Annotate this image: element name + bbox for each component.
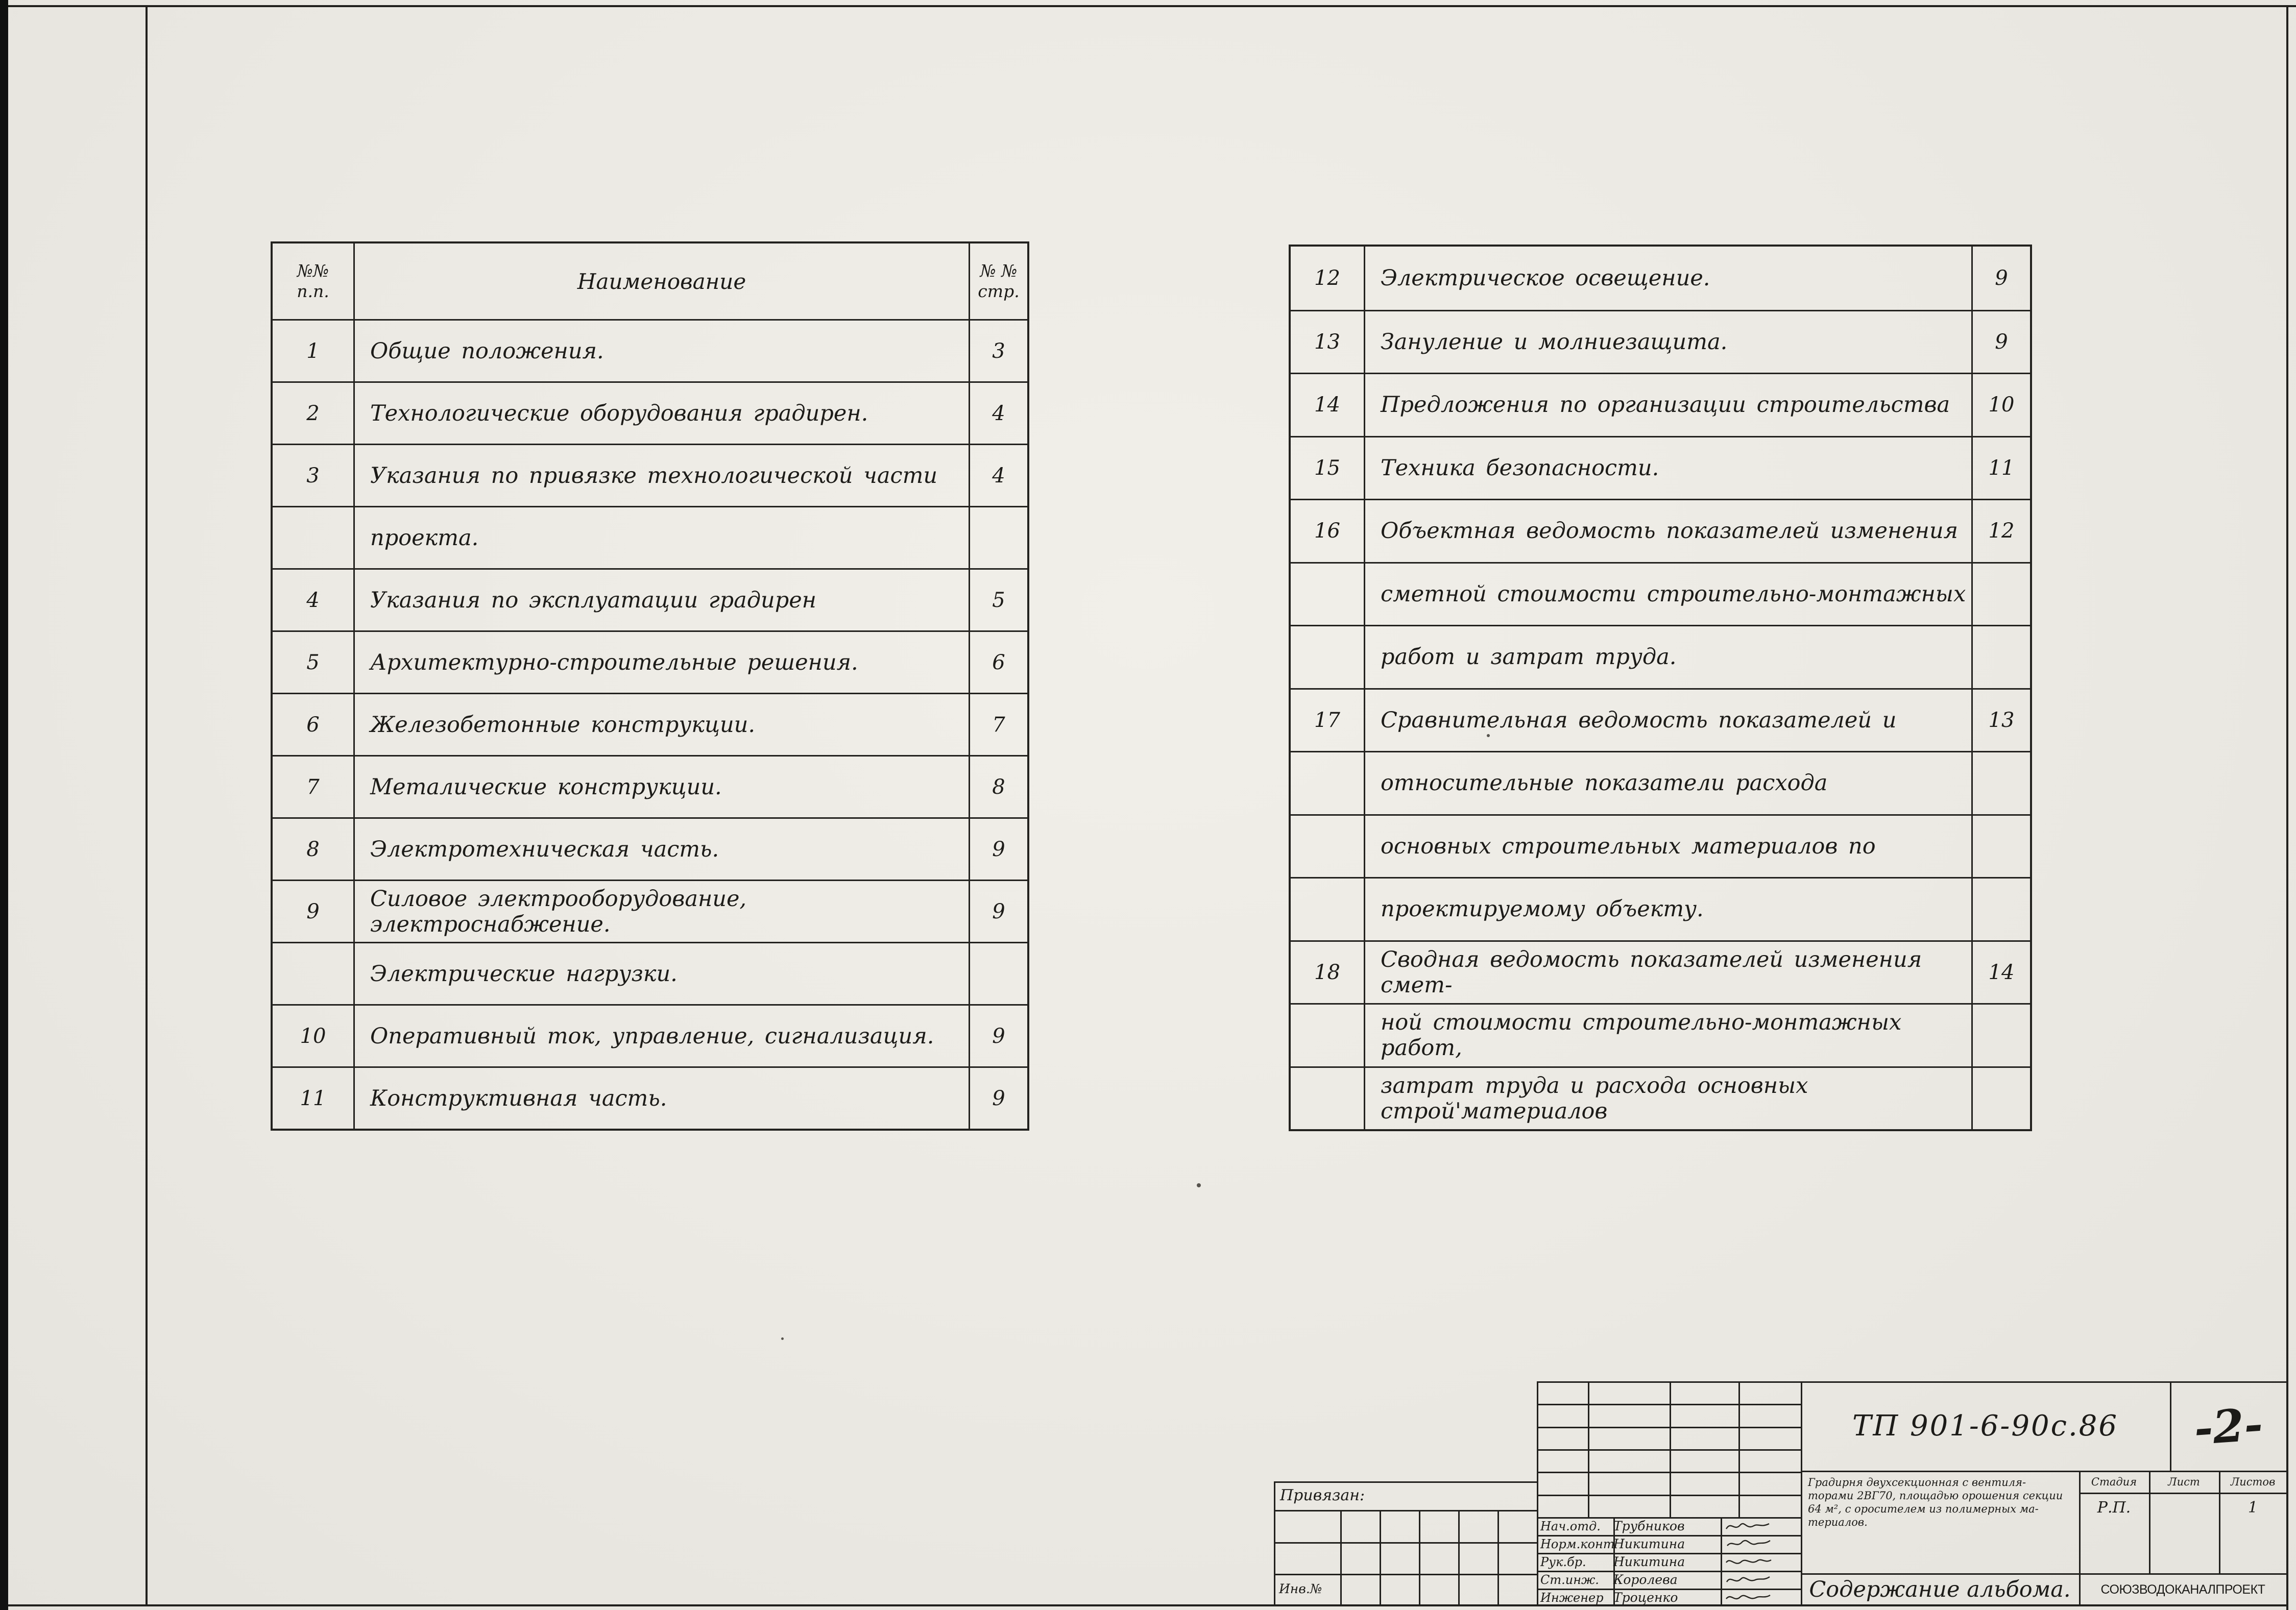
staff-row	[1538, 1517, 1801, 1535]
row-title: работ и затрат труда.	[1364, 626, 1971, 688]
signature-mark	[1722, 1591, 1801, 1604]
staff-row	[1538, 1571, 1801, 1589]
row-num	[1291, 816, 1364, 877]
description-line: торами 2ВГ70, площадью орошения секции	[1808, 1490, 2063, 1502]
row-page: 10	[1971, 374, 2030, 436]
table-row	[1291, 436, 2030, 499]
staff-row	[1538, 1553, 1801, 1571]
signature-mark	[1722, 1538, 1801, 1551]
staff-role: Норм.конт	[1540, 1536, 1615, 1551]
row-page	[969, 507, 1027, 568]
row-num	[273, 507, 353, 568]
row-title: Архитектурно-строительные решения.	[353, 632, 969, 693]
row-num	[1291, 1005, 1364, 1066]
document-number: ТП 901-6-90с.86	[1852, 1409, 2119, 1443]
row-num: 9	[306, 899, 320, 923]
table-row	[1291, 940, 2030, 1004]
row-title: относительные показатели расхода	[1364, 752, 1971, 814]
table-row	[1291, 625, 2030, 688]
header-num-line2: п.п.	[297, 281, 329, 301]
scan-speck	[781, 1337, 784, 1340]
sheets-total-value: 1	[2247, 1498, 2258, 1517]
table-header-row	[273, 243, 1027, 319]
row-title: проектируемому объекту.	[1364, 879, 1971, 940]
table-row	[1291, 1003, 2030, 1066]
table-row	[273, 817, 1027, 880]
row-num: 6	[306, 713, 320, 737]
header-page	[969, 243, 1027, 319]
row-page: 9	[969, 1068, 1027, 1129]
table-row	[1291, 562, 2030, 625]
row-page	[1971, 1068, 2030, 1130]
inventory-number-label: Инв.№	[1279, 1581, 1322, 1596]
row-page: 9	[1971, 311, 2030, 373]
row-page: 11	[1971, 437, 2030, 499]
row-page	[1971, 626, 2030, 688]
staff-row	[1538, 1535, 1801, 1553]
row-num	[1291, 752, 1364, 814]
frame-inner-left-line	[146, 5, 148, 1606]
row-page	[1971, 879, 2030, 940]
row-title: ной стоимости строительно-монтажных работ,	[1364, 1005, 1971, 1066]
signature-mark	[1722, 1555, 1801, 1569]
row-title: Зануление и молниезащита.	[1364, 311, 1971, 373]
table-row	[1291, 751, 2030, 814]
row-title: Техника безопасности.	[1364, 437, 1971, 499]
description-line: териалов.	[1808, 1516, 1868, 1528]
row-num: 5	[306, 650, 320, 674]
row-page: 9	[1971, 247, 2030, 310]
header-num	[273, 243, 353, 319]
signature-mark	[1722, 1520, 1801, 1533]
row-title: Технологические оборудования градирен.	[353, 383, 969, 444]
header-name: Наименование	[353, 243, 969, 319]
table-row	[273, 381, 1027, 444]
staff-role: Инженер	[1540, 1590, 1604, 1605]
table-row	[273, 942, 1027, 1004]
table-row	[273, 693, 1027, 755]
row-num: 17	[1314, 708, 1340, 732]
staff-role: Ст.инж.	[1540, 1572, 1599, 1587]
table-row	[1291, 310, 2030, 373]
album-title: Содержание альбома.	[1809, 1577, 2071, 1602]
row-title: Указания по привязке технологической части	[353, 445, 969, 506]
row-num: 10	[300, 1024, 326, 1048]
row-page: 9	[969, 819, 1027, 880]
sheets-label: Листов	[2230, 1475, 2276, 1488]
row-page	[1971, 752, 2030, 814]
description-line: Градирня двухсекционная с вентиля-	[1808, 1476, 2026, 1489]
row-page	[969, 943, 1027, 1004]
row-page: 5	[969, 570, 1027, 630]
row-page: 3	[969, 321, 1027, 381]
staff-name: Никитина	[1613, 1536, 1685, 1551]
row-title: затрат труда и расхода основных строй'материалов	[1364, 1068, 1971, 1130]
handwritten-page-mark: -2-	[2192, 1397, 2265, 1455]
row-title: Сравнительная ведомость показателей и	[1364, 690, 1971, 751]
staff-role: Рук.бр.	[1540, 1554, 1586, 1569]
row-num	[1291, 1068, 1364, 1130]
table-row	[273, 444, 1027, 506]
row-num: 1	[306, 339, 320, 363]
row-num: 12	[1314, 266, 1340, 290]
table-row	[1291, 1066, 2030, 1130]
row-title: Оперативный ток, управление, сигнализация.	[353, 1006, 969, 1066]
table-row	[273, 630, 1027, 693]
row-num: 14	[1314, 393, 1340, 417]
scan-speck	[1197, 1183, 1201, 1187]
row-title: Силовое электрооборудование, электроснабжение.	[353, 881, 969, 942]
description-line: 64 м², с оросителем из полимерных ма-	[1808, 1503, 2039, 1515]
table-row	[1291, 499, 2030, 562]
table-row	[273, 319, 1027, 381]
frame-right-line	[2286, 5, 2288, 1610]
row-title: Конструктивная часть.	[353, 1068, 969, 1129]
row-title: Металические конструкции.	[353, 757, 969, 817]
row-num: 2	[306, 401, 320, 425]
row-num	[1291, 626, 1364, 688]
table-row	[1291, 688, 2030, 751]
table-row	[1291, 247, 2030, 310]
row-title: Предложения по организации строительства	[1364, 374, 1971, 436]
row-title: Сводная ведомость показателей изменения смет-	[1364, 942, 1971, 1004]
header-page-line1: № №	[980, 261, 1018, 281]
header-num-line1: №№	[297, 261, 329, 281]
table-row	[273, 755, 1027, 817]
row-num: 18	[1314, 960, 1340, 984]
table-row	[273, 506, 1027, 568]
row-title: Электротехническая часть.	[353, 819, 969, 880]
row-title: проекта.	[353, 507, 969, 568]
title-block	[1274, 1381, 2288, 1606]
row-page: 8	[969, 757, 1027, 817]
table-row	[1291, 877, 2030, 940]
stage-label: Стадия	[2091, 1475, 2137, 1488]
table-row	[1291, 373, 2030, 436]
row-page: 6	[969, 632, 1027, 693]
stage-value: Р.П.	[2097, 1498, 2131, 1517]
row-num: 7	[306, 775, 320, 799]
row-page	[1971, 564, 2030, 625]
frame-left-bar	[0, 0, 8, 1610]
row-page: 7	[969, 694, 1027, 755]
row-num: 16	[1314, 519, 1340, 543]
row-num: 8	[306, 837, 320, 861]
row-title: основных строительных материалов по	[1364, 816, 1971, 877]
header-page-line2: стр.	[978, 281, 1020, 301]
signature-mark	[1722, 1573, 1801, 1587]
row-num	[1291, 564, 1364, 625]
contents-table-right	[1289, 245, 2032, 1131]
row-title: Железобетонные конструкции.	[353, 694, 969, 755]
staff-role: Нач.отд.	[1540, 1519, 1601, 1533]
row-num: 4	[306, 588, 320, 612]
row-title: Указания по эксплуатации градирен	[353, 570, 969, 630]
row-page: 9	[969, 881, 1027, 942]
sheet-label: Лист	[2168, 1475, 2200, 1488]
row-title: сметной стоимости строительно-монтажных	[1364, 564, 1971, 625]
row-title: Общие положения.	[353, 321, 969, 381]
row-title: Объектная ведомость показателей изменения	[1364, 500, 1971, 562]
row-page: 14	[1971, 942, 2030, 1004]
sheet-value	[2149, 1494, 2219, 1521]
row-title: Электрическое освещение.	[1364, 247, 1971, 310]
row-page: 9	[969, 1006, 1027, 1066]
row-page: 13	[1971, 690, 2030, 751]
row-num: 13	[1314, 330, 1340, 354]
table-row	[273, 568, 1027, 630]
object-description	[1808, 1476, 2073, 1529]
row-page	[1971, 816, 2030, 877]
table-row	[273, 1004, 1027, 1066]
row-num	[273, 943, 353, 1004]
table-row	[273, 880, 1027, 942]
organization-name: СОЮЗВОДОКАНАЛПРОЕКТ	[2100, 1582, 2265, 1597]
row-num	[1291, 879, 1364, 940]
staff-name: Троценко	[1613, 1590, 1678, 1605]
table-row	[1291, 814, 2030, 877]
row-page: 4	[969, 445, 1027, 506]
row-page: 12	[1971, 500, 2030, 562]
table-row	[273, 1066, 1027, 1129]
staff-name: Королева	[1613, 1572, 1678, 1587]
row-num: 15	[1314, 456, 1340, 480]
row-num: 3	[306, 464, 320, 487]
privyazan-label: Привязан:	[1280, 1486, 1365, 1504]
contents-table-left	[271, 241, 1029, 1131]
row-num: 11	[300, 1086, 326, 1110]
frame-top-line	[8, 5, 2296, 7]
staff-row	[1538, 1589, 1801, 1606]
row-title: Электрические нагрузки.	[353, 943, 969, 1004]
staff-name: Никитина	[1613, 1554, 1685, 1569]
row-page	[1971, 1005, 2030, 1066]
staff-name: Трубников	[1613, 1519, 1685, 1533]
row-page: 4	[969, 383, 1027, 444]
